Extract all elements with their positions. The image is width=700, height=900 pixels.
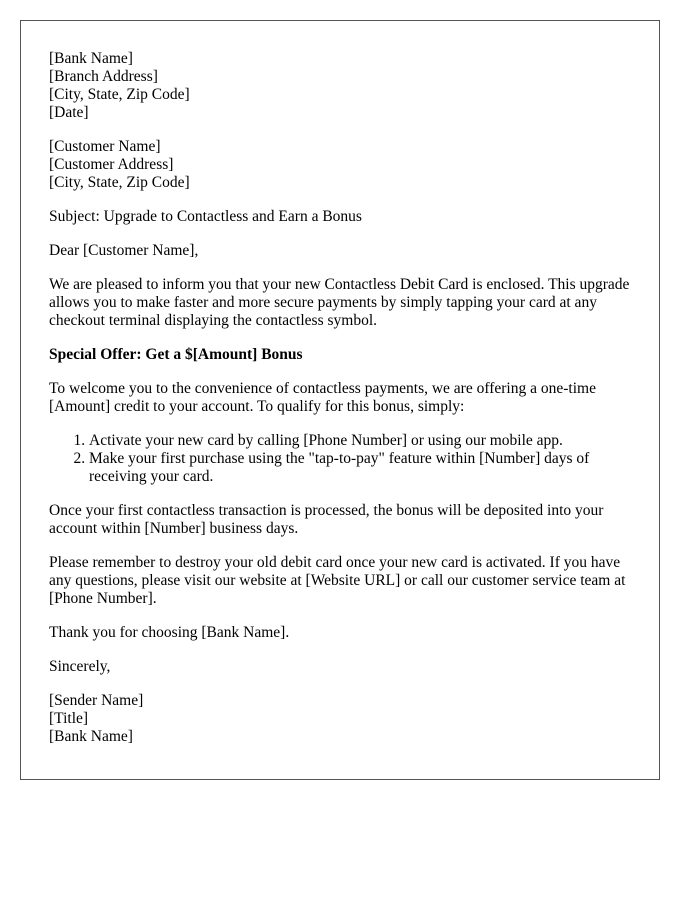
signature-block [49,692,631,746]
branch-address: [Branch Address] [49,68,158,85]
deposit-paragraph: Once your first contactless transaction is processed, the bonus will be deposited into your account within [Number] business days. [49,502,604,537]
offer-paragraph: To welcome you to the convenience of contactless payments, we are offering a one-time [Amount] credit to your account. To qualify for this bonus, simply: [49,380,596,415]
subject-line: Subject: Upgrade to Contactless and Earn a Bonus [49,208,362,225]
qualification-steps [49,432,631,486]
signature-bank-name: [Bank Name] [49,728,133,745]
salutation: Dear [Customer Name], [49,242,199,259]
sender-city-state-zip: [City, State, Zip Code] [49,86,190,103]
bank-name: [Bank Name] [49,50,133,67]
sender-name: [Sender Name] [49,692,144,709]
customer-name: [Customer Name] [49,138,161,155]
offer-heading: Special Offer: Get a $[Amount] Bonus [49,346,303,363]
recipient-city-state-zip: [City, State, Zip Code] [49,174,190,191]
letter-date: [Date] [49,104,89,121]
customer-address: [Customer Address] [49,156,174,173]
closing-line: Sincerely, [49,658,111,675]
thanks-line: Thank you for choosing [Bank Name]. [49,624,290,641]
sender-address-block [49,50,631,122]
step-item: 2. Make your first purchase using the "tap-to-pay" feature within [Number] days of receiving your card. [89,450,631,486]
step-item: 1. Activate your new card by calling [Phone Number] or using our mobile app. [89,432,631,450]
recipient-address-block [49,138,631,192]
intro-paragraph: We are pleased to inform you that your new Contactless Debit Card is enclosed. This upgrade allows you to make faster and more secure payments by simply tapping your card at any checkout terminal displaying the contactless symbol. [49,276,630,329]
reminder-paragraph: Please remember to destroy your old debit card once your new card is activated. If you have any questions, please visit our website at [Website URL] or call our customer service team at [Phone Number]. [49,554,626,607]
letter-page [20,20,660,780]
sender-title: [Title] [49,710,89,727]
